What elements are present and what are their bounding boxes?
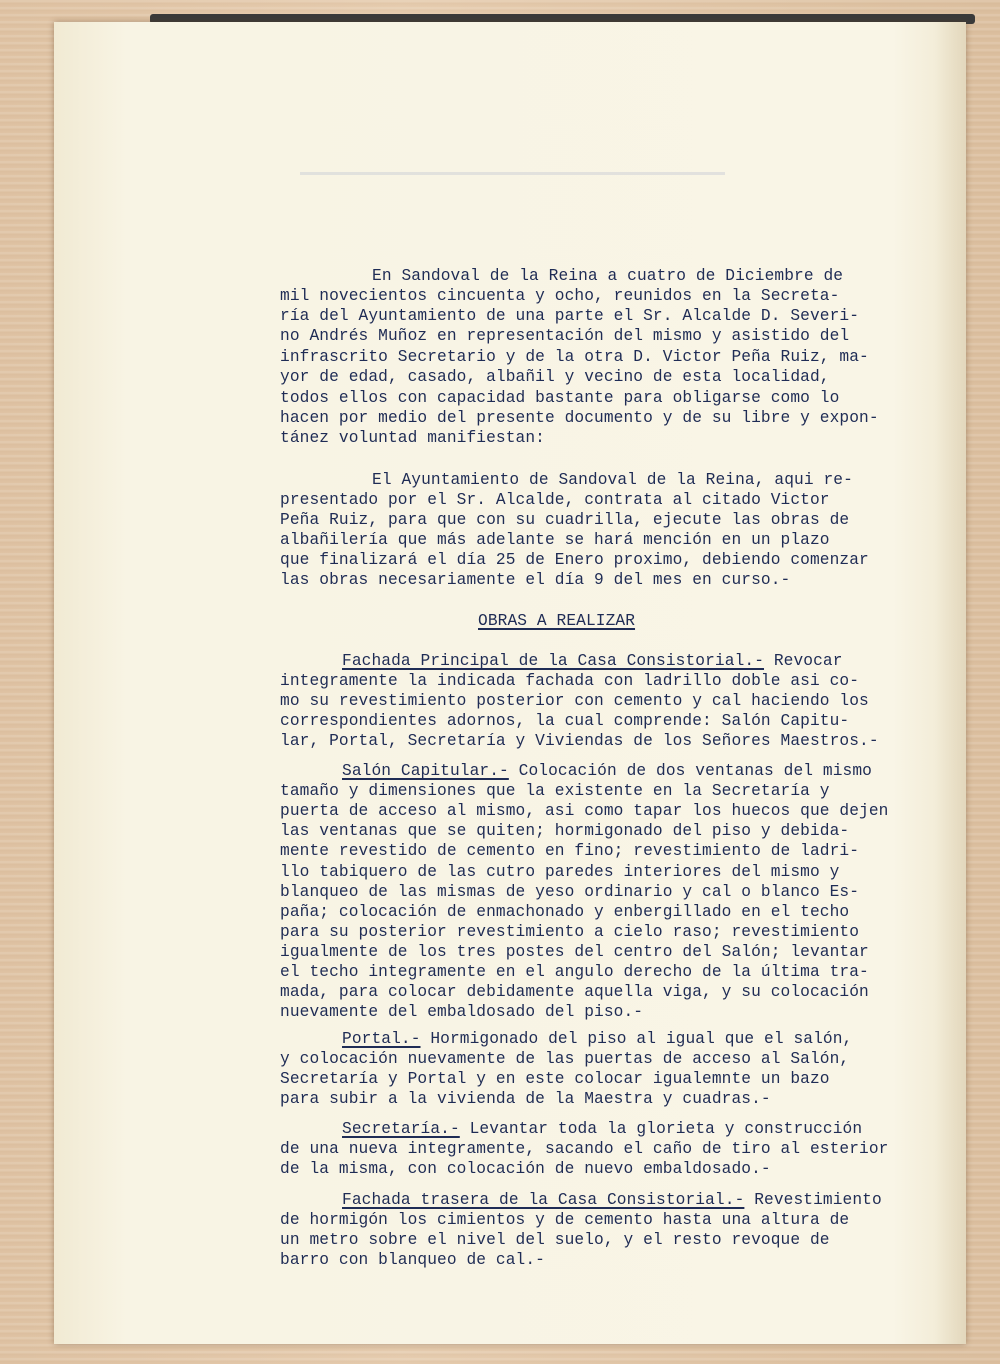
secretaria-title: Secretaría.- [342, 1120, 460, 1138]
portal-line-2: y colocación nuevamente de las puertas de acceso al Salón, [280, 1050, 850, 1068]
salon-capitular-first-line [342, 761, 872, 781]
contract-line-1: El Ayuntamiento de Sandoval de la Reina, aqui re- [372, 471, 853, 489]
fachada-principal-first-text: Revocar [764, 652, 843, 670]
salon-capitular-line-6: llo tabiquero de las cutro paredes interiores del mismo y [280, 863, 840, 881]
fachada-principal-line-5: lar, Portal, Secretaría y Viviendas de los Señores Maestros.- [280, 732, 879, 750]
contract-line-5: que finalizará el día 25 de Enero proximo, debiendo comenzar [280, 551, 869, 569]
fachada-trasera-first-text: Revestimiento [744, 1191, 882, 1209]
salon-capitular-line-11: el techo integramente en el angulo derecho de la última tra- [280, 963, 869, 981]
fachada-principal-line-2: integramente la indicada fachada con ladrillo doble asi co- [280, 672, 860, 690]
salon-capitular-line-9: para su posterior revestimiento a cielo raso; revestimiento [280, 923, 860, 941]
salon-capitular-line-5: mente revestido de cemento en fino; revestimiento de ladri- [280, 842, 860, 860]
intro-line-2: mil novecientos cincuenta y ocho, reunidos en la Secreta- [280, 287, 840, 305]
salon-capitular-title: Salón Capitular.- [342, 762, 509, 780]
intro-line-3: ría del Ayuntamiento de una parte el Sr. Alcalde D. Severi- [280, 307, 860, 325]
salon-capitular-line-12: mada, para colocar debidamente aquella viga, y su colocación [280, 983, 869, 1001]
salon-capitular-line-13: nuevamente del embaldosado del piso.- [280, 1003, 644, 1021]
intro-line-8: hacen por medio del presente documento y de su libre y expon- [280, 409, 879, 427]
salon-capitular-line-3: puerta de acceso al mismo, asi como tapar los huecos que dejen [280, 802, 889, 820]
fachada-trasera-line-3: un metro sobre el nivel del suelo, y el resto revoque de [280, 1231, 830, 1249]
intro-line-9: tánez voluntad manifiestan: [280, 429, 545, 447]
fachada-trasera-title: Fachada trasera de la Casa Consistorial.- [342, 1191, 745, 1209]
contract-line-6: las obras necesariamente el día 9 del mes en curso.- [280, 571, 791, 589]
salon-capitular-line-4: las ventanas que se quiten; hormigonado del piso y debida- [280, 822, 850, 840]
salon-capitular-first-text: Colocación de dos ventanas del mismo [508, 762, 872, 780]
fachada-trasera-line-2: de hormigón los cimientos y de cemento hasta una altura de [280, 1211, 850, 1229]
fachada-trasera-first-line [342, 1190, 882, 1210]
faint-bleed-through-line [300, 172, 725, 175]
page-edge-shading [935, 22, 966, 1344]
portal-first-line [342, 1029, 852, 1049]
contract-line-4: albañilería que más adelante se hará mención en un plazo [280, 531, 830, 549]
secretaria-first-line [342, 1119, 862, 1139]
intro-line-1: En Sandoval de la Reina a cuatro de Diciembre de [372, 267, 844, 285]
contract-line-2: presentado por el Sr. Alcalde, contrata al citado Victor [280, 491, 830, 509]
fachada-principal-line-4: correspondientes adornos, la cual comprende: Salón Capitu- [280, 712, 850, 730]
section-heading: OBRAS A REALIZAR [478, 612, 636, 630]
fachada-trasera-line-4: barro con blanqueo de cal.- [280, 1251, 545, 1269]
portal-first-text: Hormigonado del piso al igual que el salón, [420, 1030, 853, 1048]
intro-line-5: infrascrito Secretario y de la otra D. Victor Peña Ruiz, ma- [280, 348, 869, 366]
portal-line-3: Secretaría y Portal y en este colocar igualemnte un bazo [280, 1070, 830, 1088]
fachada-principal-line-3: mo su revestimiento posterior con cemento y cal haciendo los [280, 692, 869, 710]
intro-line-4: no Andrés Muñoz en representación del mismo y asistido del [280, 327, 850, 345]
secretaria-line-2: de una nueva integramente, sacando el caño de tiro al esterior [280, 1140, 889, 1158]
secretaria-line-3: de la misma, con colocación de nuevo embaldosado.- [280, 1160, 771, 1178]
secretaria-first-text: Levantar toda la glorieta y construcción [459, 1120, 863, 1138]
salon-capitular-line-7: blanqueo de las mismas de yeso ordinario y cal o blanco Es- [280, 883, 860, 901]
salon-capitular-line-2: tamaño y dimensiones que la existente en la Secretaría y [280, 782, 830, 800]
salon-capitular-line-10: igualmente de los tres postes del centro del Salón; levantar [280, 943, 869, 961]
portal-title: Portal.- [342, 1030, 421, 1048]
intro-line-6: yor de edad, casado, albañil y vecino de esta localidad, [280, 368, 830, 386]
fachada-principal-first-line [342, 651, 843, 671]
fachada-principal-title: Fachada Principal de la Casa Consistorial.- [342, 652, 765, 670]
portal-line-4: para subir a la vivienda de la Maestra y cuadras.- [280, 1090, 771, 1108]
intro-line-7: todos ellos con capacidad bastante para obligarse como lo [280, 389, 840, 407]
contract-line-3: Peña Ruiz, para que con su cuadrilla, ejecute las obras de [280, 511, 850, 529]
salon-capitular-line-8: paña; colocación de enmachonado y enbergillado en el techo [280, 903, 850, 921]
